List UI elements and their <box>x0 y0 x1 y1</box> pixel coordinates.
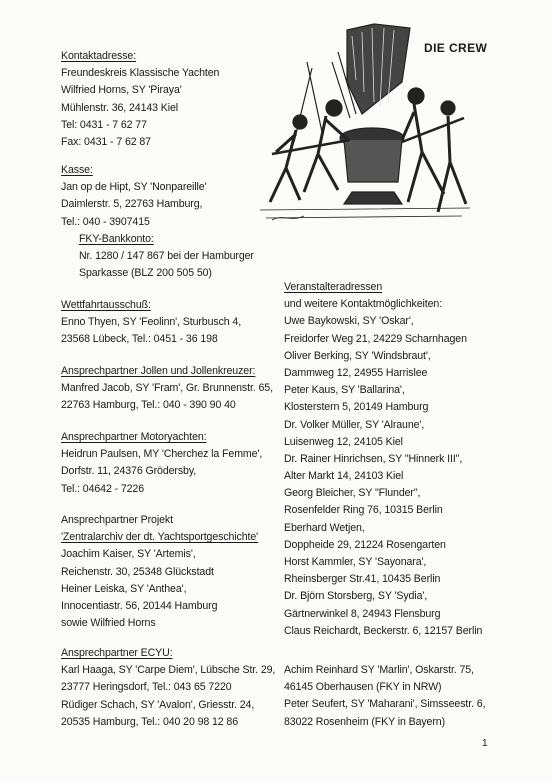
organizer-line: Gärtnerwinkel 8, 24943 Flensburg <box>284 607 441 620</box>
dinghy-section <box>61 363 273 415</box>
motoryacht-line: Tel.: 04642 - 7226 <box>61 482 145 495</box>
organizer-line: Dr. Rainer Hinrichsen, SY "Hinnerk III", <box>284 452 463 465</box>
organizer-line: Rosenfelder Ring 76, 10315 Berlin <box>284 504 443 517</box>
race-committee-line: 23568 Lübeck, Tel.: 0451 - 36 198 <box>61 333 218 346</box>
contact-line: Wilfried Horns, SY 'Piraya' <box>61 84 182 97</box>
regional-line: Achim Reinhard SY 'Marlin', Oskarstr. 75, <box>284 664 474 676</box>
ecyu-heading: Ansprechpartner ECYU: <box>61 647 173 659</box>
ecyu-section <box>61 645 275 731</box>
dinghy-heading: Ansprechpartner Jollen und Jollenkreuzer: <box>61 365 256 377</box>
bank-line: Nr. 1280 / 147 867 bei der Hamburger <box>79 249 254 262</box>
organizer-heading: Veranstalteradressen <box>284 281 383 293</box>
race-committee-heading: Wettfahrtausschuß: <box>61 299 151 311</box>
organizer-line: Doppheide 29, 21224 Rosengarten <box>284 538 446 551</box>
bank-line: Sparkasse (BLZ 200 505 50) <box>79 267 212 280</box>
ecyu-line: Karl Haaga, SY 'Carpe Diem', Lübsche Str. 29, <box>61 664 276 677</box>
treasury-heading: Kasse: <box>61 164 93 176</box>
race-committee-section <box>61 297 241 349</box>
treasury-line: Daimlerstr. 5, 22763 Hamburg, <box>61 198 203 211</box>
treasury-line: Jan op de Hipt, SY 'Nonpareille' <box>61 181 207 194</box>
archive-line: Innocentiastr. 56, 20144 Hamburg <box>61 599 218 612</box>
organizer-line: Claus Reichardt, Beckerstr. 6, 12157 Berlin <box>284 624 483 637</box>
organizer-line: Luisenweg 12, 24105 Kiel <box>284 435 403 448</box>
ecyu-line: Rüdiger Schach, SY 'Avalon', Griesstr. 24, <box>61 698 255 711</box>
bank-heading: FKY-Bankkonto: <box>79 232 154 245</box>
organizer-line: Klosterstern 5, 20149 Hamburg <box>284 401 429 414</box>
archive-line: Joachim Kaiser, SY 'Artemis', <box>61 548 196 561</box>
contact-line: Freundeskreis Klassische Yachten <box>61 67 220 80</box>
organizer-line: Oliver Berking, SY 'Windsbraut', <box>284 349 431 362</box>
treasury-line: Tel.: 040 - 3907415 <box>61 215 150 228</box>
ecyu-line: 20535 Hamburg, Tel.: 040 20 98 12 86 <box>61 715 239 728</box>
archive-line: Reichenstr. 30, 25348 Glückstadt <box>61 565 214 578</box>
motoryacht-line: Heidrun Paulsen, MY 'Cherchez la Femme', <box>61 448 263 461</box>
page-number: 1 <box>482 738 488 749</box>
organizer-line: Rheinsberger Str.41, 10435 Berlin <box>284 573 441 586</box>
regional-line: 83022 Rosenheim (FKY in Bayern) <box>284 715 445 728</box>
archive-heading: Ansprechpartner Projekt <box>61 514 173 526</box>
archive-subheading: 'Zentralarchiv der dt. Yachtsportgeschichte' <box>61 531 259 544</box>
ecyu-line: 23777 Heringsdorf, Tel.: 043 65 7220 <box>61 681 232 694</box>
contact-line: Fax: 0431 - 7 62 87 <box>61 135 151 148</box>
organizer-line: Dr. Björn Storsberg, SY 'Sydia', <box>284 590 428 603</box>
motoryacht-section <box>61 429 262 498</box>
organizer-line: Peter Kaus, SY 'Ballarina', <box>284 384 405 397</box>
organizer-line: Alter Markt 14, 24103 Kiel <box>284 470 404 483</box>
organizer-line: Freidorfer Weg 21, 24229 Scharnhagen <box>284 332 467 345</box>
motoryacht-line: Dorfstr. 11, 24376 Grödersby, <box>61 465 197 478</box>
crew-illustration <box>252 22 472 228</box>
contact-line: Mühlenstr. 36, 24143 Kiel <box>61 101 179 114</box>
dinghy-line: Manfred Jacob, SY 'Fram', Gr. Brunnenstr. 65, <box>61 382 273 395</box>
contact-line: Tel: 0431 - 7 62 77 <box>61 118 147 131</box>
organizer-line: Dr. Volker Müller, SY 'Alraune', <box>284 418 425 431</box>
organizer-line: Dammweg 12, 24955 Harrislee <box>284 366 428 379</box>
treasury-section <box>61 162 254 282</box>
regional-line: 46145 Oberhausen (FKY in NRW) <box>284 681 442 694</box>
organizer-line: Uwe Baykowski, SY 'Oskar', <box>284 315 414 328</box>
contact-heading: Kontaktadresse: <box>61 50 137 62</box>
regional-contacts-section <box>284 662 485 731</box>
race-committee-line: Enno Thyen, SY 'Feolinn', Sturbusch 4, <box>61 316 242 329</box>
contact-section <box>61 48 219 151</box>
organizer-line: Georg Bleicher, SY "Flunder", <box>284 487 421 500</box>
archive-line: Heiner Leiska, SY 'Anthea', <box>61 582 187 595</box>
motoryacht-heading: Ansprechpartner Motoryachten: <box>61 431 207 443</box>
archive-line: sowie Wilfried Horns <box>61 617 156 630</box>
organizer-line: Eberhard Wetjen, <box>284 521 365 534</box>
archive-project-section <box>61 512 258 632</box>
dinghy-line: 22763 Hamburg, Tel.: 040 - 390 90 40 <box>61 399 236 412</box>
organizer-section <box>284 279 482 640</box>
regional-line: Peter Seufert, SY 'Maharani', Simsseestr. 6, <box>284 698 486 711</box>
organizer-line: Horst Kammler, SY 'Sayonara', <box>284 556 427 568</box>
page-title: DIE CREW <box>424 41 488 55</box>
organizer-line: und weitere Kontaktmöglichkeiten: <box>284 298 443 311</box>
